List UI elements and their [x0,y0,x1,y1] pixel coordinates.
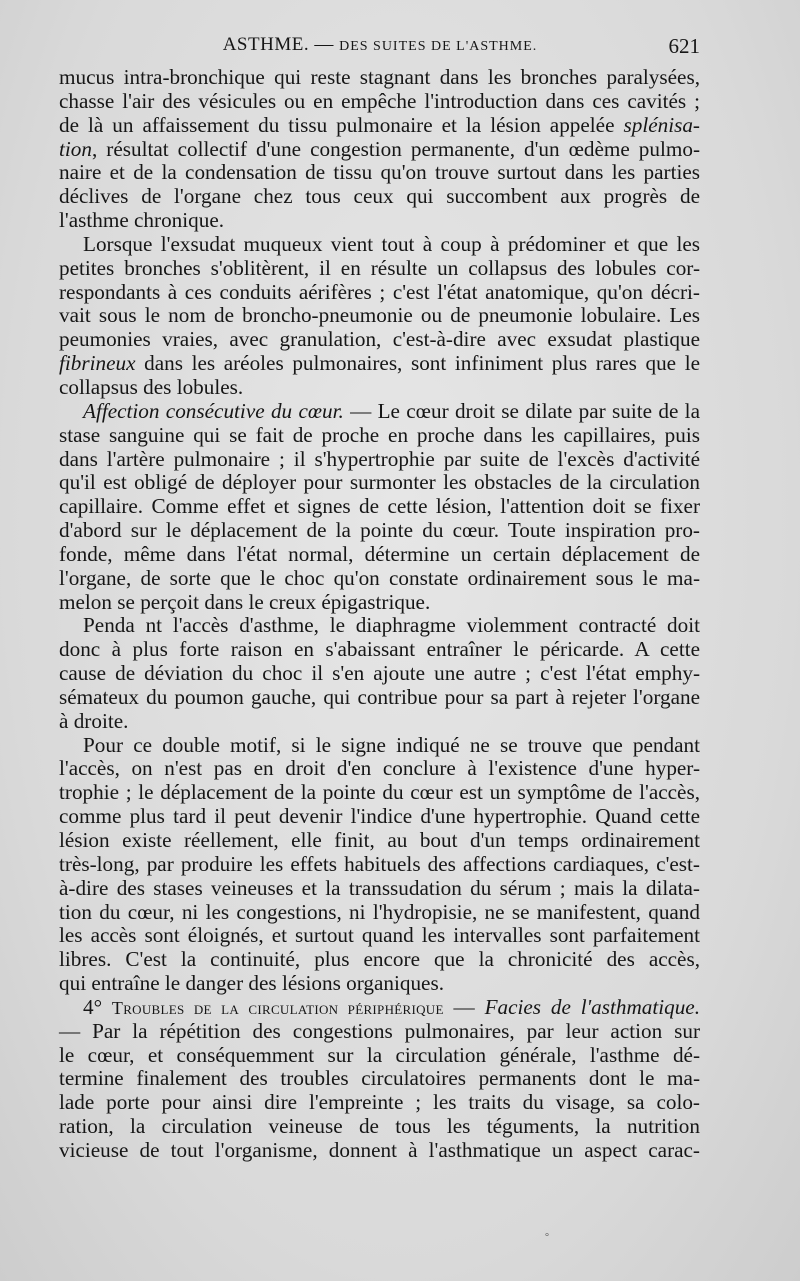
text-line: vait sous le nom de broncho-pneumonie ou de pneumonie lobulaire. Les [59,303,700,328]
text-line: l'accès, on n'est pas en droit d'en conclure à l'existence d'une hyper- [59,756,700,781]
text-line: stase sanguine qui se fait de proche en proche dans les capillaires, puis [59,422,700,447]
text-line: qui entraîne le danger des lésions organiques. [59,971,444,996]
body-text [59,66,700,1163]
text-line: petites bronches s'oblitèrent, il en résulte un collapsus des lobules cor- [59,255,700,280]
text-segment: , résultat collectif d'une congestion permanente, d'un œdème pulmo- [91,136,700,161]
text-line: chasse l'air des vésicules ou en empêche l'introduction dans ces cavités ; [59,88,700,113]
text-line: l'organe, de sorte que le choc qu'on constate ordinairement sous le ma- [59,565,700,590]
page-header [60,34,700,64]
text-line: le cœur, et conséquemment sur la circulation générale, l'asthme dé- [59,1042,700,1067]
text-segment: — Le cœur droit se dilate par suite de la [343,398,700,423]
text-line: mucus intra-bronchique qui reste stagnant dans les bronches paralysées, [59,65,700,89]
text-line: capillaire. Comme effet et signes de cette lésion, l'attention doit se fixer [59,494,700,519]
text-line: lésion existe réellement, elle finit, au bout d'un temps ordinairement [59,828,700,852]
italic-text: Affection consécutive du cœur. [83,398,344,423]
text-segment: dans les aréoles pulmonaires, sont infiniment plus rares que le [135,351,700,376]
text-line: Penda nt l'accès d'asthme, le diaphragme violemment contracté doit [83,613,700,638]
text-line: lade porte pour ainsi dire l'empreinte ; les traits du visage, sa colo- [59,1090,700,1115]
text-line: à-dire des stases veineuses et la transsudation du sérum ; mais la dilata- [59,875,700,900]
italic-text: splénisa- [623,112,700,137]
text-line: cause de déviation du choc il s'en ajoute une autre ; c'est l'état emphy- [59,661,700,686]
text-line: naire et de la condensation de tissu qu'on trouve surtout dans les parties [59,160,700,185]
text-line: dans l'artère pulmonaire ; il s'hypertrophie par suite de l'excès d'activité [59,446,700,471]
text-line: sémateux du poumon gauche, qui contribue pour sa part à rejeter l'organe [59,684,700,709]
text-segment: 4° [83,994,112,1019]
italic-text: tion [59,136,92,161]
text-line: tion du cœur, ni les congestions, ni l'hydropisie, ne se manifestent, quand [59,899,700,924]
text-line: peumonies vraies, avec granulation, c'est-à-dire avec exsudat plastique [59,327,700,352]
text-line: libres. C'est la continuité, plus encore que la chronicité des accès, [59,947,700,972]
text-line: les accès sont éloignés, et surtout quand les intervalles sont parfaitement [59,923,700,948]
text-line [59,352,700,376]
text-line: donc à plus forte raison en s'abaissant entraîner le péricarde. A cette [59,637,700,662]
text-segment: de là un affaissement du tissu pulmonaire et la lésion appelée [59,112,624,137]
text-line [59,138,700,162]
text-line: très-long, par produire les effets habituels des affections cardiaques, c'est- [59,851,700,876]
small-caps-text: Troubles de la circulation périphérique [111,997,444,1018]
text-line [59,996,700,1020]
text-segment: — [443,994,485,1019]
italic-text: fibrineux [59,351,136,376]
running-head-dash: — [314,34,334,55]
running-head-main: ASTHME. [222,34,310,55]
text-line: collapsus des lobules. [59,374,244,399]
text-line: respondants à ces conduits aérifères ; c'est l'état anatomique, qu'on décri- [59,279,700,304]
text-line: qu'il est obligé de déployer pour surmonter les obstacles de la circulation [59,470,700,495]
text-line: ration, la circulation veineuse de tous les téguments, la nutrition [59,1114,700,1139]
text-line: Lorsque l'exsudat muqueux vient tout à coup à prédominer et que les [83,231,700,256]
text-line [59,114,700,138]
text-line: Pour ce double motif, si le signe indiqué ne se trouve que pendant [83,732,700,757]
page-speck: ° [545,1232,549,1243]
text-line: comme plus tard il peut devenir l'indice d'une hypertrophie. Quand cette [59,804,700,829]
text-line: déclives de l'organe chez tous ceux qui succombent aux progrès de [59,184,700,209]
text-line: — Par la répétition des congestions pulmonaires, par leur action sur [59,1018,700,1043]
text-line: termine finalement des troubles circulatoires permanents dont le ma- [59,1066,700,1091]
running-head [60,34,700,56]
text-line: fonde, même dans l'état normal, détermine un certain déplacement de [59,541,700,566]
text-line: melon se perçoit dans le creux épigastrique. [59,589,431,614]
text-line: à droite. [59,708,129,733]
text-line: l'asthme chronique. [59,208,225,233]
text-line: d'abord sur le déplacement de la pointe du cœur. Toute inspiration pro- [59,518,700,543]
text-line [59,400,700,424]
page-number: 621 [668,34,700,58]
text-line: vicieuse de tout l'organisme, donnent à l'asthmatique un aspect carac- [59,1137,700,1162]
running-head-subtitle: DES SUITES DE L'ASTHME. [339,39,538,54]
italic-text: Facies de l'asthmatique. [484,994,700,1019]
text-line: trophie ; le déplacement de la pointe du cœur est un symptôme de l'accès, [59,780,700,805]
